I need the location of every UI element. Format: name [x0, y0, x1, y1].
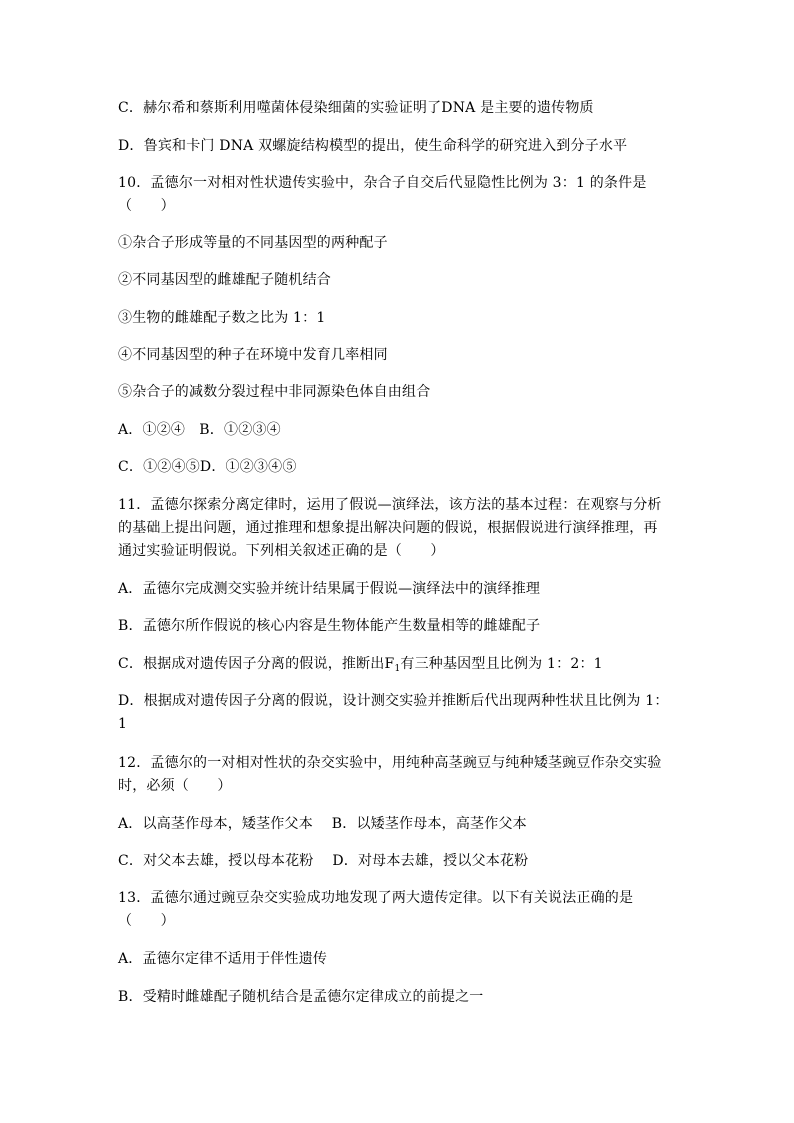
q9-option-d: D．鲁宾和卡门 DNA 双螺旋结构模型的提出，使生命科学的研究进入到分子水平 — [118, 138, 628, 154]
q13-stem-line2: （ ） — [118, 913, 175, 929]
q9-option-c: C．赫尔希和蔡斯利用噬菌体侵染细菌的实验证明了DNA 是主要的遗传物质 — [118, 100, 594, 116]
q10-condition-5: ⑤杂合子的减数分裂过程中非同源染色体自由组合 — [118, 384, 431, 400]
q12-stem-line1: 12．孟德尔的一对相对性状的杂交实验中，用纯种高茎豌豆与纯种矮茎豌豆作杂交实验 — [118, 755, 662, 771]
q11-stem-line2: 的基础上提出问题，通过推理和想象提出解决问题的假说，根据假说进行演绎推理，再 — [118, 520, 658, 536]
q10-condition-3: ③生物的雌雄配子数之比为 1：1 — [118, 310, 326, 326]
q11-option-d-line2: 1 — [118, 716, 128, 732]
q13-option-b: B．受精时雌雄配子随机结合是孟德尔定律成立的前提之一 — [118, 989, 484, 1005]
q11-option-b: B．孟德尔所作假说的核心内容是生物体能产生数量相等的雌雄配子 — [118, 618, 541, 634]
q11-option-a: A．孟德尔完成测交实验并统计结果属于假说—演绎法中的演绎推理 — [118, 581, 541, 597]
q11-stem-line1: 11．孟德尔探索分离定律时，运用了假说—演绎法，该方法的基本过程：在观察与分析 — [118, 497, 662, 513]
q11-stem-line3: 通过实验证明假说。下列相关叙述正确的是（ ） — [118, 543, 445, 559]
q13-stem-line1: 13．孟德尔通过豌豆杂交实验成功地发现了两大遗传定律。以下有关说法正确的是 — [118, 890, 634, 906]
f1-subscript: 1 — [394, 664, 401, 674]
q10-condition-2: ②不同基因型的雌雄配子随机结合 — [118, 272, 331, 288]
q11-option-c-text: C．根据成对遗传因子分离的假说，推断出F — [118, 656, 395, 672]
q13-option-a: A．孟德尔定律不适用于伴性遗传 — [118, 951, 328, 967]
q10-condition-4: ④不同基因型的种子在环境中发育几率相同 — [118, 347, 388, 363]
q11-option-c-rest: 有三种基因型且比例为 1：2：1 — [400, 656, 603, 672]
q10-condition-1: ①杂合子形成等量的不同基因型的两种配子 — [118, 235, 388, 251]
q10-stem-line2: （ ） — [118, 198, 175, 214]
q11-option-c — [118, 654, 603, 674]
q10-options-cd: C．①②④⑤D．①②③④⑤ — [118, 459, 297, 475]
q12-stem-line2: 时，必须（ ） — [118, 778, 232, 794]
q12-options-ab: A．以高茎作母本，矮茎作父本 B．以矮茎作母本，高茎作父本 — [118, 816, 527, 832]
q10-stem-line1: 10．孟德尔一对相对性状遗传实验中，杂合子自交后代显隐性比例为 3：1 的条件是 — [118, 175, 647, 191]
q12-options-cd: C．对父本去雄，授以母本花粉 D．对母本去雄，授以父本花粉 — [118, 853, 529, 869]
q11-option-d-line1: D．根据成对遗传因子分离的假说，设计测交实验并推断后代出现两种性状且比例为 1： — [118, 693, 669, 709]
q10-options-ab: A．①②④ B．①②③④ — [118, 422, 281, 438]
